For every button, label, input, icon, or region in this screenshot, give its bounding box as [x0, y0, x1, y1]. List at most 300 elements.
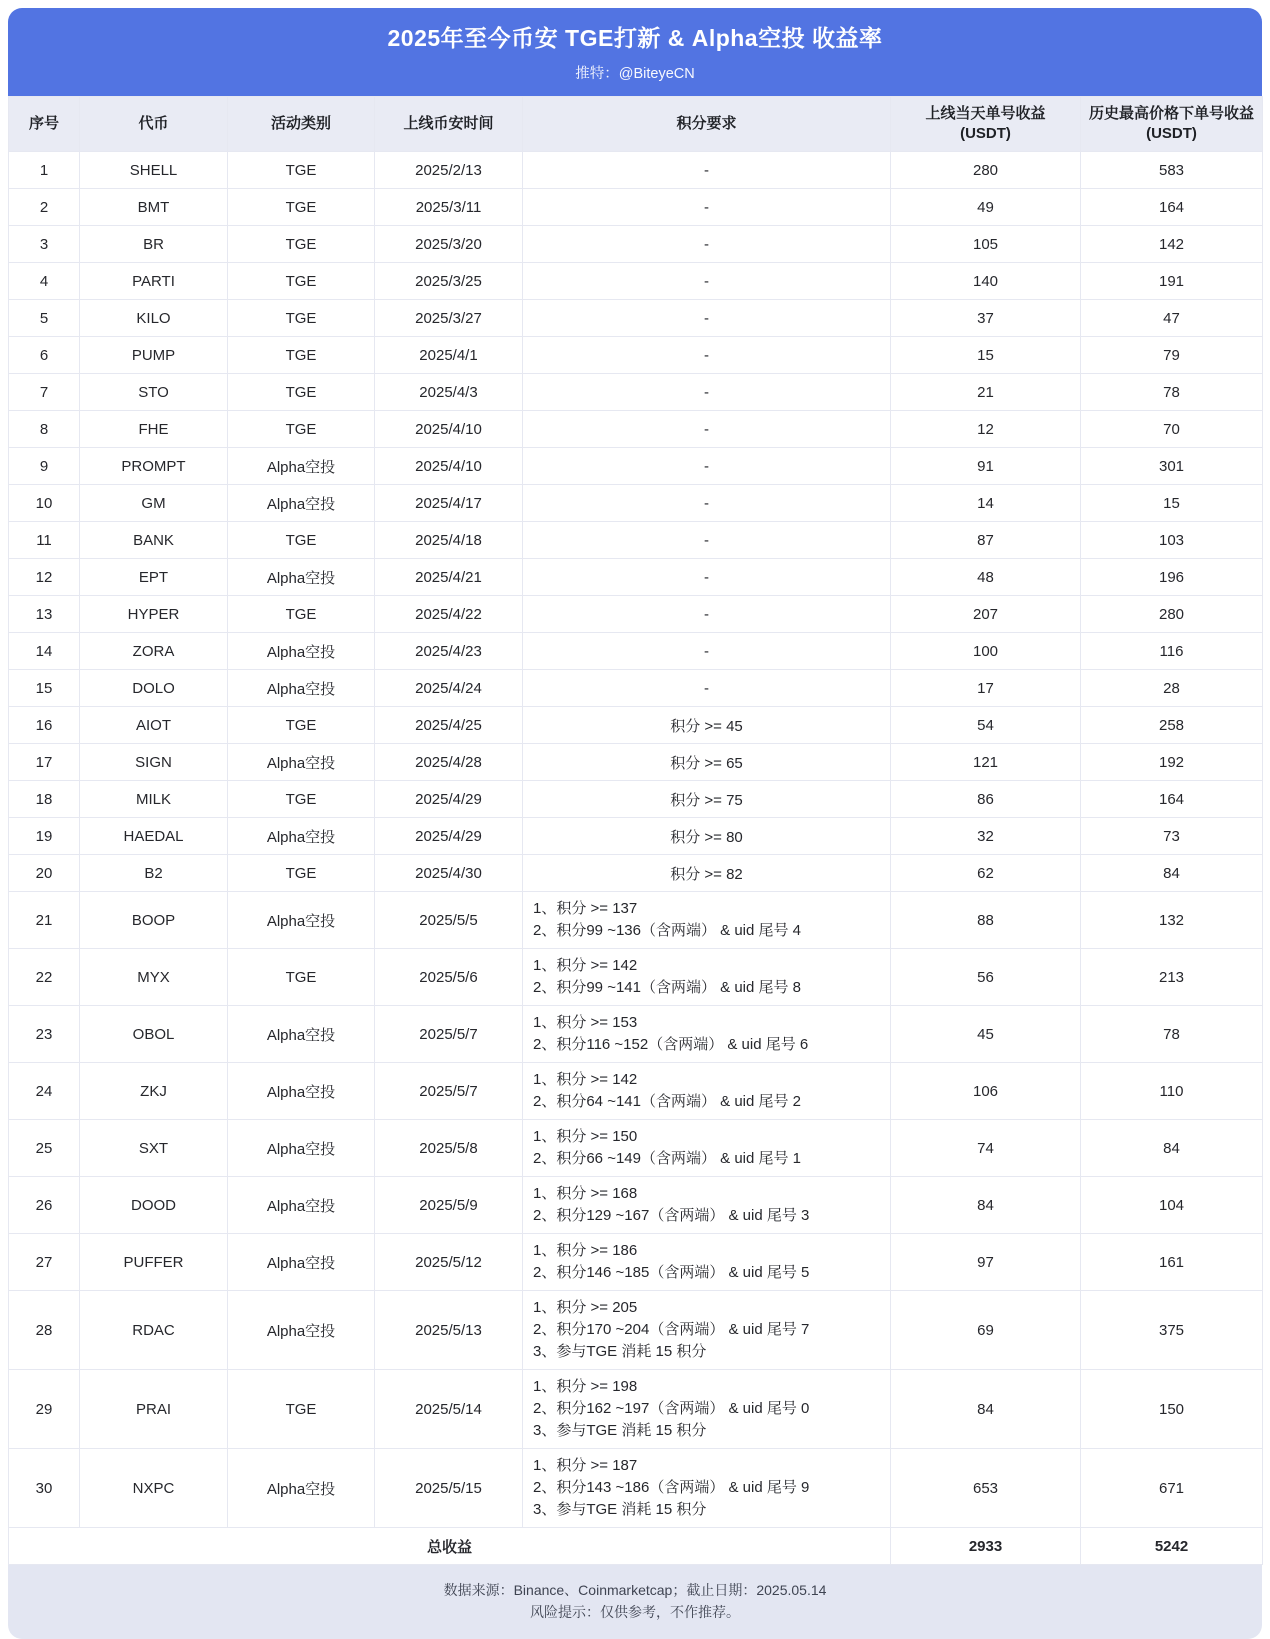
- cell-points-requirement: -: [523, 189, 891, 226]
- points-requirement-lines: [523, 1370, 890, 1448]
- cell-points-requirement: -: [523, 152, 891, 189]
- table-header: [9, 97, 1263, 152]
- table-row: [9, 448, 1263, 485]
- cell-listing-date: 2025/4/17: [375, 485, 523, 522]
- cell-points-requirement: [523, 1370, 891, 1449]
- cell-listing-date: 2025/5/8: [375, 1120, 523, 1177]
- cell-day1-return: 45: [891, 1006, 1081, 1063]
- cell-ath-return: 79: [1081, 337, 1263, 374]
- table-row: [9, 189, 1263, 226]
- cell-listing-date: 2025/5/12: [375, 1234, 523, 1291]
- data-source-note: 数据来源：Binance、Coinmarketcap；截止日期：2025.05.14: [443, 1582, 827, 1598]
- cell-token: PRAI: [80, 1370, 228, 1449]
- col-ath-return-label: 历史最高价格下单号收益: [1088, 105, 1254, 122]
- cell-token: BMT: [80, 189, 228, 226]
- cell-points-requirement: [523, 1291, 891, 1370]
- cell-day1-return: 207: [891, 596, 1081, 633]
- col-listing-date: [375, 97, 523, 152]
- points-requirement-lines: [523, 1291, 890, 1369]
- cell-points-requirement: -: [523, 300, 891, 337]
- cell-day1-return: 15: [891, 337, 1081, 374]
- cell-listing-date: 2025/4/22: [375, 596, 523, 633]
- cell-points-requirement: -: [523, 596, 891, 633]
- table-row: [9, 226, 1263, 263]
- cell-listing-date: 2025/4/28: [375, 744, 523, 781]
- cell-ath-return: 161: [1081, 1234, 1263, 1291]
- points-requirement-line: 1、积分 >= 142: [533, 957, 638, 974]
- cell-points-requirement: [523, 892, 891, 949]
- cell-token: AIOT: [80, 707, 228, 744]
- points-requirement-line: 3、参与TGE 消耗 15 积分: [533, 1501, 707, 1518]
- cell-ath-return: 142: [1081, 226, 1263, 263]
- cell-day1-return: 97: [891, 1234, 1081, 1291]
- points-requirement-line: 1、积分 >= 187: [533, 1457, 638, 1474]
- col-token: [80, 97, 228, 152]
- points-requirement-line: 3、参与TGE 消耗 15 积分: [533, 1343, 707, 1360]
- points-requirement-line: 2、积分66 ~149（含两端） & uid 尾号 1: [533, 1150, 802, 1167]
- cell-activity-type: Alpha空投: [228, 818, 375, 855]
- cell-index: 27: [9, 1234, 80, 1291]
- cell-ath-return: 164: [1081, 781, 1263, 818]
- cell-token: PUMP: [80, 337, 228, 374]
- cell-listing-date: 2025/3/20: [375, 226, 523, 263]
- cell-listing-date: 2025/5/15: [375, 1449, 523, 1528]
- points-requirement-line: 1、积分 >= 198: [533, 1378, 638, 1395]
- cell-token: SXT: [80, 1120, 228, 1177]
- points-requirement-lines: [523, 1006, 890, 1062]
- col-points-requirement: [523, 97, 891, 152]
- cell-activity-type: TGE: [228, 949, 375, 1006]
- table-row: [9, 1063, 1263, 1120]
- table-row: [9, 300, 1263, 337]
- title-banner: [8, 8, 1262, 96]
- cell-day1-return: 74: [891, 1120, 1081, 1177]
- cell-ath-return: 116: [1081, 633, 1263, 670]
- cell-ath-return: 132: [1081, 892, 1263, 949]
- cell-day1-return: 21: [891, 374, 1081, 411]
- cell-index: 15: [9, 670, 80, 707]
- cell-activity-type: Alpha空投: [228, 1177, 375, 1234]
- cell-ath-return: 150: [1081, 1370, 1263, 1449]
- cell-listing-date: 2025/4/30: [375, 855, 523, 892]
- table-row: [9, 781, 1263, 818]
- footer: [8, 1565, 1262, 1639]
- cell-ath-return: 84: [1081, 1120, 1263, 1177]
- cell-day1-return: 54: [891, 707, 1081, 744]
- cell-points-requirement: -: [523, 670, 891, 707]
- table-row: [9, 263, 1263, 300]
- cell-token: EPT: [80, 559, 228, 596]
- cell-listing-date: 2025/4/1: [375, 337, 523, 374]
- table-row: [9, 1449, 1263, 1528]
- cell-listing-date: 2025/4/24: [375, 670, 523, 707]
- cell-activity-type: TGE: [228, 411, 375, 448]
- points-requirement-lines: [523, 949, 890, 1005]
- table-row: [9, 152, 1263, 189]
- table-row: [9, 1291, 1263, 1370]
- cell-index: 24: [9, 1063, 80, 1120]
- cell-day1-return: 37: [891, 300, 1081, 337]
- cell-ath-return: 78: [1081, 1006, 1263, 1063]
- cell-index: 23: [9, 1006, 80, 1063]
- cell-activity-type: TGE: [228, 781, 375, 818]
- col-day1-return: [891, 97, 1081, 152]
- cell-token: KILO: [80, 300, 228, 337]
- cell-listing-date: 2025/4/23: [375, 633, 523, 670]
- total-label-cell: 总收益: [9, 1528, 891, 1565]
- cell-points-requirement: 积分 >= 75: [523, 781, 891, 818]
- cell-points-requirement: [523, 1177, 891, 1234]
- cell-activity-type: Alpha空投: [228, 1291, 375, 1370]
- col-activity-type-label: 活动类别: [270, 115, 331, 132]
- cell-day1-return: 121: [891, 744, 1081, 781]
- cell-points-requirement: 积分 >= 80: [523, 818, 891, 855]
- cell-index: 10: [9, 485, 80, 522]
- cell-ath-return: 104: [1081, 1177, 1263, 1234]
- cell-index: 16: [9, 707, 80, 744]
- cell-listing-date: 2025/2/13: [375, 152, 523, 189]
- cell-token: PROMPT: [80, 448, 228, 485]
- cell-activity-type: TGE: [228, 189, 375, 226]
- cell-index: 19: [9, 818, 80, 855]
- total-day1-return: 2933: [891, 1528, 1081, 1565]
- cell-listing-date: 2025/4/18: [375, 522, 523, 559]
- cell-activity-type: Alpha空投: [228, 744, 375, 781]
- cell-ath-return: 191: [1081, 263, 1263, 300]
- cell-index: 14: [9, 633, 80, 670]
- cell-activity-type: Alpha空投: [228, 485, 375, 522]
- cell-token: BR: [80, 226, 228, 263]
- table-row: [9, 374, 1263, 411]
- cell-day1-return: 106: [891, 1063, 1081, 1120]
- cell-index: 7: [9, 374, 80, 411]
- cell-index: 29: [9, 1370, 80, 1449]
- cell-token: ZORA: [80, 633, 228, 670]
- cell-activity-type: Alpha空投: [228, 1063, 375, 1120]
- cell-activity-type: Alpha空投: [228, 1120, 375, 1177]
- cell-index: 13: [9, 596, 80, 633]
- points-requirement-lines: [523, 892, 890, 948]
- cell-index: 5: [9, 300, 80, 337]
- col-ath-return-unit: (USDT): [1146, 125, 1197, 142]
- cell-listing-date: 2025/3/27: [375, 300, 523, 337]
- cell-day1-return: 105: [891, 226, 1081, 263]
- table-row: [9, 892, 1263, 949]
- table-row: [9, 707, 1263, 744]
- cell-index: 22: [9, 949, 80, 1006]
- cell-points-requirement: [523, 1063, 891, 1120]
- cell-activity-type: TGE: [228, 374, 375, 411]
- cell-token: HYPER: [80, 596, 228, 633]
- table-row: [9, 1370, 1263, 1449]
- cell-day1-return: 32: [891, 818, 1081, 855]
- points-requirement-line: 1、积分 >= 186: [533, 1242, 638, 1259]
- cell-index: 11: [9, 522, 80, 559]
- cell-day1-return: 86: [891, 781, 1081, 818]
- cell-day1-return: 91: [891, 448, 1081, 485]
- cell-index: 8: [9, 411, 80, 448]
- cell-listing-date: 2025/3/25: [375, 263, 523, 300]
- col-points-requirement-label: 积分要求: [676, 115, 737, 132]
- cell-listing-date: 2025/5/7: [375, 1063, 523, 1120]
- table-row: [9, 744, 1263, 781]
- table-row: [9, 522, 1263, 559]
- cell-ath-return: 78: [1081, 374, 1263, 411]
- cell-index: 28: [9, 1291, 80, 1370]
- risk-note: 风险提示：仅供参考，不作推荐。: [530, 1604, 740, 1620]
- cell-token: BANK: [80, 522, 228, 559]
- cell-token: DOLO: [80, 670, 228, 707]
- cell-index: 17: [9, 744, 80, 781]
- table-row: [9, 596, 1263, 633]
- cell-listing-date: 2025/5/5: [375, 892, 523, 949]
- cell-day1-return: 653: [891, 1449, 1081, 1528]
- cell-day1-return: 88: [891, 892, 1081, 949]
- cell-day1-return: 62: [891, 855, 1081, 892]
- cell-listing-date: 2025/5/9: [375, 1177, 523, 1234]
- col-ath-return: [1081, 97, 1263, 152]
- cell-points-requirement: -: [523, 448, 891, 485]
- cell-listing-date: 2025/4/25: [375, 707, 523, 744]
- cell-index: 25: [9, 1120, 80, 1177]
- cell-token: SHELL: [80, 152, 228, 189]
- cell-ath-return: 375: [1081, 1291, 1263, 1370]
- header-row: [9, 97, 1263, 152]
- cell-token: MYX: [80, 949, 228, 1006]
- cell-listing-date: 2025/5/6: [375, 949, 523, 1006]
- table-row: [9, 633, 1263, 670]
- cell-points-requirement: -: [523, 337, 891, 374]
- infographic-card: [8, 8, 1262, 1639]
- cell-activity-type: Alpha空投: [228, 892, 375, 949]
- cell-activity-type: TGE: [228, 263, 375, 300]
- cell-day1-return: 17: [891, 670, 1081, 707]
- cell-day1-return: 84: [891, 1177, 1081, 1234]
- cell-ath-return: 192: [1081, 744, 1263, 781]
- cell-points-requirement: [523, 1449, 891, 1528]
- cell-index: 6: [9, 337, 80, 374]
- cell-activity-type: TGE: [228, 707, 375, 744]
- table-row: [9, 855, 1263, 892]
- cell-ath-return: 213: [1081, 949, 1263, 1006]
- table-row: [9, 818, 1263, 855]
- table-row: [9, 1120, 1263, 1177]
- cell-listing-date: 2025/5/13: [375, 1291, 523, 1370]
- points-requirement-lines: [523, 1177, 890, 1233]
- cell-day1-return: 12: [891, 411, 1081, 448]
- cell-day1-return: 100: [891, 633, 1081, 670]
- cell-points-requirement: 积分 >= 82: [523, 855, 891, 892]
- cell-points-requirement: [523, 1006, 891, 1063]
- cell-listing-date: 2025/5/7: [375, 1006, 523, 1063]
- page-title: 2025年至今币安 TGE打新 & Alpha空投 收益率: [387, 25, 883, 51]
- cell-listing-date: 2025/4/10: [375, 448, 523, 485]
- cell-points-requirement: -: [523, 374, 891, 411]
- table-body: [9, 152, 1263, 1528]
- cell-activity-type: TGE: [228, 337, 375, 374]
- cell-points-requirement: -: [523, 559, 891, 596]
- cell-points-requirement: 积分 >= 65: [523, 744, 891, 781]
- cell-token: RDAC: [80, 1291, 228, 1370]
- cell-ath-return: 84: [1081, 855, 1263, 892]
- cell-activity-type: Alpha空投: [228, 448, 375, 485]
- table-row: [9, 485, 1263, 522]
- cell-token: STO: [80, 374, 228, 411]
- cell-listing-date: 2025/4/3: [375, 374, 523, 411]
- points-requirement-line: 1、积分 >= 205: [533, 1299, 638, 1316]
- cell-listing-date: 2025/4/29: [375, 781, 523, 818]
- table-footer: [9, 1528, 1263, 1565]
- cell-activity-type: Alpha空投: [228, 1006, 375, 1063]
- cell-activity-type: TGE: [228, 596, 375, 633]
- cell-day1-return: 56: [891, 949, 1081, 1006]
- cell-listing-date: 2025/3/11: [375, 189, 523, 226]
- cell-points-requirement: -: [523, 411, 891, 448]
- cell-day1-return: 48: [891, 559, 1081, 596]
- cell-token: SIGN: [80, 744, 228, 781]
- cell-ath-return: 280: [1081, 596, 1263, 633]
- points-requirement-line: 2、积分146 ~185（含两端） & uid 尾号 5: [533, 1264, 810, 1281]
- col-index: [9, 97, 80, 152]
- cell-index: 2: [9, 189, 80, 226]
- points-requirement-line: 2、积分170 ~204（含两端） & uid 尾号 7: [533, 1321, 810, 1338]
- cell-points-requirement: [523, 1234, 891, 1291]
- col-day1-return-label: 上线当天单号收益: [925, 105, 1046, 122]
- cell-day1-return: 280: [891, 152, 1081, 189]
- cell-ath-return: 110: [1081, 1063, 1263, 1120]
- cell-index: 20: [9, 855, 80, 892]
- returns-table: [8, 96, 1263, 1565]
- cell-ath-return: 301: [1081, 448, 1263, 485]
- cell-day1-return: 69: [891, 1291, 1081, 1370]
- points-requirement-line: 1、积分 >= 150: [533, 1128, 638, 1145]
- cell-activity-type: TGE: [228, 1370, 375, 1449]
- total-ath-return: 5242: [1081, 1528, 1263, 1565]
- cell-token: HAEDAL: [80, 818, 228, 855]
- cell-points-requirement: [523, 949, 891, 1006]
- cell-token: DOOD: [80, 1177, 228, 1234]
- cell-token: PUFFER: [80, 1234, 228, 1291]
- cell-activity-type: TGE: [228, 226, 375, 263]
- points-requirement-line: 2、积分64 ~141（含两端） & uid 尾号 2: [533, 1093, 802, 1110]
- cell-ath-return: 196: [1081, 559, 1263, 596]
- total-row: [9, 1528, 1263, 1565]
- table-row: [9, 337, 1263, 374]
- col-day1-return-unit: (USDT): [960, 125, 1011, 142]
- cell-token: GM: [80, 485, 228, 522]
- cell-activity-type: Alpha空投: [228, 1234, 375, 1291]
- cell-points-requirement: 积分 >= 45: [523, 707, 891, 744]
- cell-activity-type: TGE: [228, 855, 375, 892]
- cell-points-requirement: -: [523, 633, 891, 670]
- col-index-label: 序号: [28, 115, 59, 132]
- table-row: [9, 1234, 1263, 1291]
- cell-points-requirement: -: [523, 226, 891, 263]
- cell-activity-type: TGE: [228, 522, 375, 559]
- points-requirement-line: 1、积分 >= 153: [533, 1014, 638, 1031]
- cell-index: 30: [9, 1449, 80, 1528]
- cell-activity-type: Alpha空投: [228, 633, 375, 670]
- cell-day1-return: 140: [891, 263, 1081, 300]
- table-row: [9, 559, 1263, 596]
- cell-ath-return: 258: [1081, 707, 1263, 744]
- cell-listing-date: 2025/4/10: [375, 411, 523, 448]
- table-row: [9, 1006, 1263, 1063]
- cell-day1-return: 87: [891, 522, 1081, 559]
- cell-activity-type: TGE: [228, 300, 375, 337]
- cell-listing-date: 2025/5/14: [375, 1370, 523, 1449]
- points-requirement-lines: [523, 1063, 890, 1119]
- cell-index: 9: [9, 448, 80, 485]
- col-token-label: 代币: [138, 115, 169, 132]
- cell-ath-return: 103: [1081, 522, 1263, 559]
- cell-ath-return: 47: [1081, 300, 1263, 337]
- cell-token: BOOP: [80, 892, 228, 949]
- cell-token: ZKJ: [80, 1063, 228, 1120]
- cell-index: 3: [9, 226, 80, 263]
- points-requirement-line: 2、积分99 ~136（含两端） & uid 尾号 4: [533, 922, 802, 939]
- cell-points-requirement: -: [523, 263, 891, 300]
- points-requirement-line: 2、积分129 ~167（含两端） & uid 尾号 3: [533, 1207, 810, 1224]
- cell-token: MILK: [80, 781, 228, 818]
- cell-points-requirement: -: [523, 522, 891, 559]
- cell-ath-return: 164: [1081, 189, 1263, 226]
- points-requirement-lines: [523, 1234, 890, 1290]
- table-row: [9, 949, 1263, 1006]
- cell-index: 4: [9, 263, 80, 300]
- cell-token: FHE: [80, 411, 228, 448]
- cell-ath-return: 28: [1081, 670, 1263, 707]
- points-requirement-lines: [523, 1449, 890, 1527]
- cell-ath-return: 70: [1081, 411, 1263, 448]
- cell-token: B2: [80, 855, 228, 892]
- cell-points-requirement: [523, 1120, 891, 1177]
- cell-listing-date: 2025/4/29: [375, 818, 523, 855]
- cell-activity-type: TGE: [228, 152, 375, 189]
- cell-ath-return: 15: [1081, 485, 1263, 522]
- cell-index: 21: [9, 892, 80, 949]
- points-requirement-line: 1、积分 >= 137: [533, 900, 638, 917]
- cell-index: 26: [9, 1177, 80, 1234]
- cell-token: NXPC: [80, 1449, 228, 1528]
- col-listing-date-label: 上线币安时间: [403, 115, 494, 132]
- cell-index: 1: [9, 152, 80, 189]
- cell-day1-return: 14: [891, 485, 1081, 522]
- table-row: [9, 1177, 1263, 1234]
- cell-ath-return: 671: [1081, 1449, 1263, 1528]
- points-requirement-line: 1、积分 >= 168: [533, 1185, 638, 1202]
- cell-ath-return: 73: [1081, 818, 1263, 855]
- cell-activity-type: Alpha空投: [228, 1449, 375, 1528]
- cell-token: PARTI: [80, 263, 228, 300]
- col-activity-type: [228, 97, 375, 152]
- table-row: [9, 670, 1263, 707]
- points-requirement-line: 1、积分 >= 142: [533, 1071, 638, 1088]
- points-requirement-lines: [523, 1120, 890, 1176]
- cell-points-requirement: -: [523, 485, 891, 522]
- points-requirement-line: 2、积分143 ~186（含两端） & uid 尾号 9: [533, 1479, 810, 1496]
- twitter-handle: 推特：@BiteyeCN: [575, 66, 695, 82]
- cell-ath-return: 583: [1081, 152, 1263, 189]
- points-requirement-line: 2、积分162 ~197（含两端） & uid 尾号 0: [533, 1400, 810, 1417]
- points-requirement-line: 2、积分116 ~152（含两端） & uid 尾号 6: [533, 1036, 809, 1053]
- cell-activity-type: Alpha空投: [228, 670, 375, 707]
- cell-index: 18: [9, 781, 80, 818]
- cell-index: 12: [9, 559, 80, 596]
- cell-activity-type: Alpha空投: [228, 559, 375, 596]
- table-row: [9, 411, 1263, 448]
- cell-day1-return: 49: [891, 189, 1081, 226]
